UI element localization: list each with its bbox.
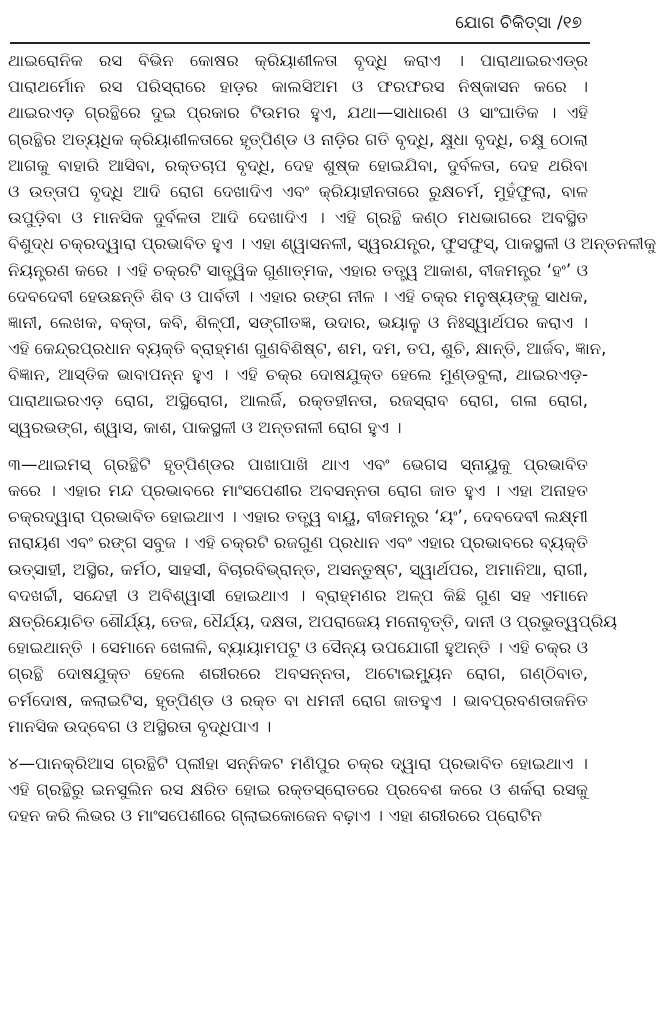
text-line: ଉପୁଡ଼ିବା ଓ ମାନସିକ ଦୁର୍ବଳତା ଆଦି ଦେଖାଦିଏ । ଏହି ଗ୍ରନ୍ଥି କଣ୍ଠ ମଧଭାଗରେ ଅବସ୍ଥିତ: [8, 208, 588, 228]
text-line: ଗ୍ରନ୍ଥି ଦୋଷଯୁକ୍ତ ହେଲେ ଶରୀରରେ ଅବସନ୍ନତା, ଅଟୋଇମ୍ୟୁନ ରୋଗ, ଗଣ୍ଠିବାତ,: [8, 664, 588, 684]
body-text: [8, 48, 656, 829]
text-line: ଚକ୍ରଦ୍ୱାରା ପ୍ରଭାବିତ ହୋଇଥାଏ । ଏହାର ତତ୍ତ୍ୱ ବାୟୁ, ବୀଜମନ୍ତ୍ର ‘ୟଂ’, ଦେବଦେବୀ ଲକ୍ଷ୍ମୀ: [8, 507, 588, 527]
text-line: ଦହନ କରି ଲିଭର ଓ ମାଂସପେଶୀରେ ଗ୍ଲାଇକୋଜେନ ବଢ଼ାଏ । ଏହା ଶରୀରରେ ପ୍ରୋଟିନ: [8, 806, 543, 826]
text-line: ୪—ପାନକ୍ରିଆସ ଗ୍ରନ୍ଥିଟି ପ୍ଲୀହା ସନ୍ନିକଟ ମଣିପୁର ଚକ୍ର ଦ୍ୱାରା ପ୍ରଭାବିତ ହୋଇଥାଏ ।: [8, 753, 588, 773]
paragraph-gap: [8, 740, 588, 751]
text-line: ପାରାଥାଇରଏଡ଼ ରୋଗ, ଅସ୍ଥିରୋଗ, ଆଲର୍ଜି, ରକ୍ତହୀନତା, ରଜସ୍ରାବ ରୋଗ, ଗଳା ରୋଗ,: [8, 391, 588, 411]
text-line: ୩—ଥାଇମସ୍‌ ଗ୍ରନ୍ଥିଟି ହୃତ୍‌ପିଣ୍ଡର ପାଖାପାଖି ଥାଏ ଏବଂ ଭେଗସ ସ୍ନାୟୁକୁ ପ୍ରଭାବିତ: [8, 454, 588, 474]
text-line: ଜ୍ଞାନୀ, ଲେଖକ, ବକ୍ତା, କବି, ଶିଳ୍ପୀ, ସଙ୍ଗୀତଜ୍ଞ, ଉଦାର, ଭୟାଳୁ ଓ ନିଃସ୍ୱାର୍ଥପର କରାଏ ।: [8, 312, 588, 332]
text-line: ଥାଇରଏଡ଼ ଗ୍ରନ୍ଥିରେ ଦୁଇ ପ୍ରକାର ଟିଉମର ହୁଏ, ଯଥା—ସାଧାରଣ ଓ ସାଂଘାତିକ । ଏହି: [8, 103, 588, 123]
text-line: ନାରାୟଣ ଏବଂ ରଙ୍ଗ ସବୁଜ । ଏହି ଚକ୍ରଟି ରଜଗୁଣ ପ୍ରଧାନ ଏବଂ ଏହାର ପ୍ରଭାବରେ ବ୍ୟକ୍ତି: [8, 533, 588, 553]
paragraph-gap: [8, 441, 588, 452]
paragraph: [8, 48, 656, 441]
text-line: ପାରାଥର୍ମୋନ ରସ ପରିସ୍ରାରେ ହାଡ଼ର କାଲସିଅମ ଓ ଫରଫରସ ନିଷ୍କାସନ କରେ ।: [8, 77, 588, 97]
paragraph: [8, 452, 617, 740]
text-line: ହୋଇଥାନ୍ତି । ସେମାନେ ଖେଳାଳି, ବ୍ୟାୟାମପଟୁ ଓ ସୈନ୍ୟ ଉପଯୋଗୀ ହୁଅନ୍ତି । ଏହି ଚକ୍ର ଓ: [8, 638, 588, 658]
paragraph: [8, 751, 588, 830]
text-line: ଆଗକୁ ବାହାରି ଆସିବା, ରକ୍ତଚାପ ବୃଦ୍ଧି, ଦେହ ଶୁଷ୍କ ହୋଇଯିବା, ଦୁର୍ବଳତା, ଦେହ ଥରିବା: [8, 155, 588, 175]
text-line: ଉତ୍ସାହୀ, ଅସ୍ଥିର, କର୍ମଠ, ସାହସୀ, ବିଚାରବିଭ୍ରାନ୍ତ, ଅସନ୍ତୁଷ୍ଟ, ସ୍ୱାର୍ଥପର, ଅମାନିଆ, ରାଗୀ,: [8, 559, 588, 579]
text-line: ବିଜ୍ଞାନ, ଆସ୍ତିକ ଭାବାପନ୍ନ ହୁଏ । ଏହି ଚକ୍ର ଦୋଷଯୁକ୍ତ ହେଲେ ମୁଣ୍ଡବୁଲା, ଥାଇରଏଡ଼-: [8, 365, 588, 385]
text-line: ଓ ଉତ୍ତାପ ବୃଦ୍ଧି ଆଦି ରୋଗ ଦେଖାଦିଏ ଏବଂ କ୍ରିୟାହୀନତାରେ ରୁକ୍ଷଚର୍ମ, ମୁହଁଫୁଲା, ବାଳ: [8, 181, 588, 201]
text-line: ଏହି ଗ୍ରନ୍ଥିରୁ ଇନସୁଲିନ ରସ କ୍ଷରିତ ହୋଇ ରକ୍ତସ୍ରୋତରେ ପ୍ରବେଶ କରେ ଓ ଶର୍କରା ରସକୁ: [8, 780, 588, 800]
text-line: ନିୟନ୍ତ୍ରଣ କରେ । ଏହି ଚକ୍ରଟି ସାତ୍ତ୍ୱିକ ଗୁଣାତ୍ମକ, ଏହାର ତତ୍ତ୍ୱ ଆକାଶ, ବୀଜମନ୍ତ୍ର ‘ହଂ’ ଓ: [8, 260, 588, 280]
header-rule: [10, 42, 590, 44]
text-line: ବଦଖର୍ଚ୍ଚୀ, ସନ୍ଦେହୀ ଓ ଅବିଶ୍ୱାସୀ ହୋଇଥାଏ । ବ୍ରାହ୍ମଣର ଅଳ୍ପ କିଛି ଗୁଣ ସହ ଏମାନେ: [8, 585, 588, 605]
text-line: ଏହି କେନ୍ଦ୍ରପ୍ରଧାନ ବ୍ୟକ୍ତି ବ୍ରାହ୍ମଣ ଗୁଣବିଶିଷ୍ଟ, ଶମ, ଦମ, ତପ, ଶୁଚି, କ୍ଷାନ୍ତି, ଆର୍ଜବ, ଜ୍ଞାନ,: [8, 339, 607, 359]
text-line: କରେ । ଏହାର ମନ୍ଦ ପ୍ରଭାବରେ ମାଂସପେଶୀର ଅବସନ୍ନତା ରୋଗ ଜାତ ହୁଏ । ଏହା ଅନାହତ: [8, 481, 588, 500]
text-line: ଥାଇରୋନିକ ରସ ବିଭିନ କୋଷର କ୍ରିୟାଶୀଳତା ବୃଦ୍ଧି କରାଏ । ପାରାଥାଇରଏଡ୍‌ର: [8, 51, 588, 70]
running-head: ଯୋଗ ଚିକିତ୍ସା /୧୭: [455, 13, 582, 33]
text-line: ସ୍ୱରଭଙ୍ଗ, ଶ୍ୱାସ, କାଶ, ପାକସ୍ଥଳୀ ଓ ଅନ୍ତନାଳୀ ରୋଗ ହୁଏ ।: [8, 417, 402, 437]
text-line: କ୍ଷତ୍ରିୟୋଚିତ ଶୌର୍ଯ୍ୟ, ତେଜ, ଧୈର୍ଯ୍ୟ, ଦକ୍ଷତା, ଅପରାଜେୟ ମନୋବୃତ୍ତି, ଦାନୀ ଓ ପ୍ରଭୁତ୍ୱପ୍ରିୟ: [8, 611, 617, 631]
text-line: ଦେବଦେବୀ ହେଉଛନ୍ତି ଶିବ ଓ ପାର୍ବତୀ । ଏହାର ରଙ୍ଗ ନୀଳ । ଏହି ଚକ୍ର ମନୁଷ୍ୟଙ୍କୁ ସାଧକ,: [8, 286, 588, 306]
text-line: ଚର୍ମଦୋଷ, କଲାଇଟିସ, ହୃତ୍‌ପିଣ୍ଡ ଓ ରକ୍ତ ବା ଧମନୀ ରୋଗ ଜାତହୁଏ । ଭାବପ୍ରବଣତାଜନିତ: [8, 690, 588, 710]
text-line: ମାନସିକ ଉଦ୍‌ବେଗ ଓ ଅସ୍ଥିରତା ବୃଦ୍ଧିପାଏ ।: [8, 716, 272, 736]
text-line: ଗ୍ରନ୍ଥିର ଅତ୍ୟଧିକ କ୍ରିୟାଶୀଳତାରେ ହୃତ୍‌ପିଣ୍ଡ ଓ ନାଡ଼ିର ଗତି ବୃଦ୍ଧି, କ୍ଷୁଧା ବୃଦ୍ଧି, ଚକ୍ଷୁ ଠୋଲା: [8, 129, 588, 149]
text-line: ବିଶୁଦ୍ଧ ଚକ୍ରଦ୍ୱାରା ପ୍ରଭାବିତ ହୁଏ । ଏହା ଶ୍ୱାସନଳୀ, ସ୍ୱରଯନ୍ତ୍ର, ଫୁସଫୁସ୍‌, ପାକସ୍ଥଳୀ ଓ ଅନ୍ତନଳୀକୁ: [8, 234, 656, 254]
